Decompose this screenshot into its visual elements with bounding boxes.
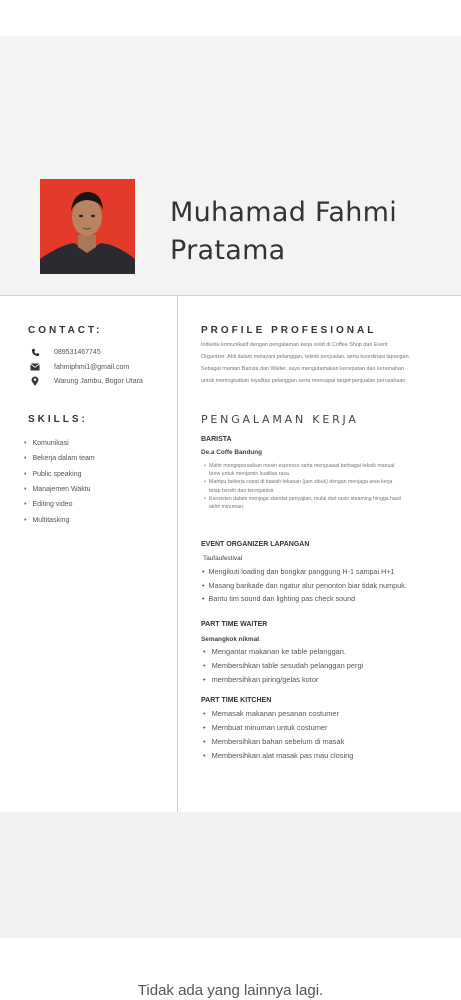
end-of-content-message: Tidak ada yang lainnya lagi.	[137, 982, 324, 999]
duty-item: • Bantu tim sound dan lighting pas check sound	[202, 592, 452, 605]
page-bottom-area	[0, 812, 461, 938]
job-title-kitchen: PART TIME KITCHEN	[201, 697, 272, 704]
duty-item: • Membersihkan table sesudah pelanggan pergi	[203, 658, 453, 672]
barista-duties	[204, 462, 404, 511]
job-company-event-organizer: Taufaufestival	[203, 555, 243, 562]
event-organizer-duties	[202, 565, 452, 605]
duty-item: • Konsisten dalam menjaga standar penyajian, mulai dari rasio steaming hingga hasil akhir minuman.	[204, 495, 404, 511]
duty-item: • Mampu bekerja cepat di bawah tekanan (jam sibuk) dengan menjaga area kerja tetap bersih dan terorganisir.	[204, 478, 404, 494]
duty-item: • membersihkan piring/gelas kotor	[203, 672, 453, 686]
profile-photo	[40, 179, 135, 274]
name-line-1: Muhamad Fahmi	[170, 197, 398, 228]
skill-item: • Public speaking	[24, 467, 95, 482]
job-company-barista: De.a Coffe Bandung	[201, 449, 263, 456]
resume-page	[0, 36, 461, 812]
phone-icon	[30, 347, 40, 357]
duty-item: • Masang barikade dan ngatur alur penonton biar tidak numpuk.	[202, 578, 452, 591]
job-title-barista: BARISTA	[201, 436, 232, 443]
contact-title: CONTACT:	[28, 325, 103, 336]
skills-list	[24, 436, 95, 528]
duty-item: • Membersihkan bahan sebelum di masak	[203, 734, 453, 748]
mail-icon	[30, 362, 40, 372]
name-line-2: Pratama	[170, 235, 286, 266]
job-title-waiter: PART TIME WAITER	[201, 621, 268, 628]
skill-item: • Multitasking	[24, 512, 95, 527]
contact-phone-row	[30, 347, 101, 357]
resume-body	[0, 296, 461, 812]
experience-title: PENGALAMAN KERJA	[201, 413, 359, 426]
skill-item: • Komunikasi	[24, 436, 95, 451]
duty-item: • Mengantar makanan ke table pelanggan.	[203, 644, 453, 658]
location-pin-icon	[30, 376, 40, 386]
kitchen-duties	[203, 706, 453, 762]
contact-address: Warung Jambu, Bogor Utara	[54, 377, 143, 385]
full-name	[170, 194, 450, 270]
duty-item: • Mengikuti loading dan bongkar panggung H-1 sampai H+1	[202, 565, 452, 578]
contact-address-row	[30, 376, 143, 386]
skill-item: • Manajemen Waktu	[24, 482, 95, 497]
duty-item: • Memasak makanan pesanan costumer	[203, 706, 453, 720]
contact-email-row	[30, 362, 129, 372]
column-divider	[177, 295, 178, 812]
contact-email: fahmiphmi1@gmail.com	[54, 363, 130, 371]
left-column	[0, 296, 177, 812]
resume-header	[0, 36, 461, 295]
right-column	[178, 296, 461, 812]
job-title-event-organizer: EVENT ORGANIZER LAPANGAN	[201, 541, 310, 548]
top-blank-area	[0, 0, 461, 36]
duty-item: • Membersihkan alat masak pas mau closing	[203, 748, 453, 762]
profile-title: PROFILE PROFESIONAL	[201, 325, 377, 336]
skill-item: • Bekerja dalam team	[24, 451, 95, 466]
duty-item: • Membuat minuman untuk costumer	[203, 720, 453, 734]
waiter-duties	[203, 644, 453, 686]
duty-item: • Mahir mengoperasikan mesin espresso serta menguasai berbagai teknik manual brew untuk menjamin kualitas rasa.	[204, 462, 404, 478]
profile-text: Individu komunikatif dengan pengalaman kerja solid di Coffee Shop dan Event Organizer. Ahli dalam melayani pelanggan, teknik penjualan, serta koordinasi lapangan. Sebagai mantan Barista dan Waiter, saya mengutamakan kecepatan dan keramahan untuk meningkatkan loyalitas pelanggan serta mencapai target penjualan perusahaan.	[201, 342, 411, 384]
job-company-waiter: Semangkok nikmat	[201, 636, 260, 643]
skills-title: SKILLS:	[28, 414, 88, 425]
contact-phone: 089531467745	[54, 348, 101, 356]
skill-item: • Editing video	[24, 497, 95, 512]
